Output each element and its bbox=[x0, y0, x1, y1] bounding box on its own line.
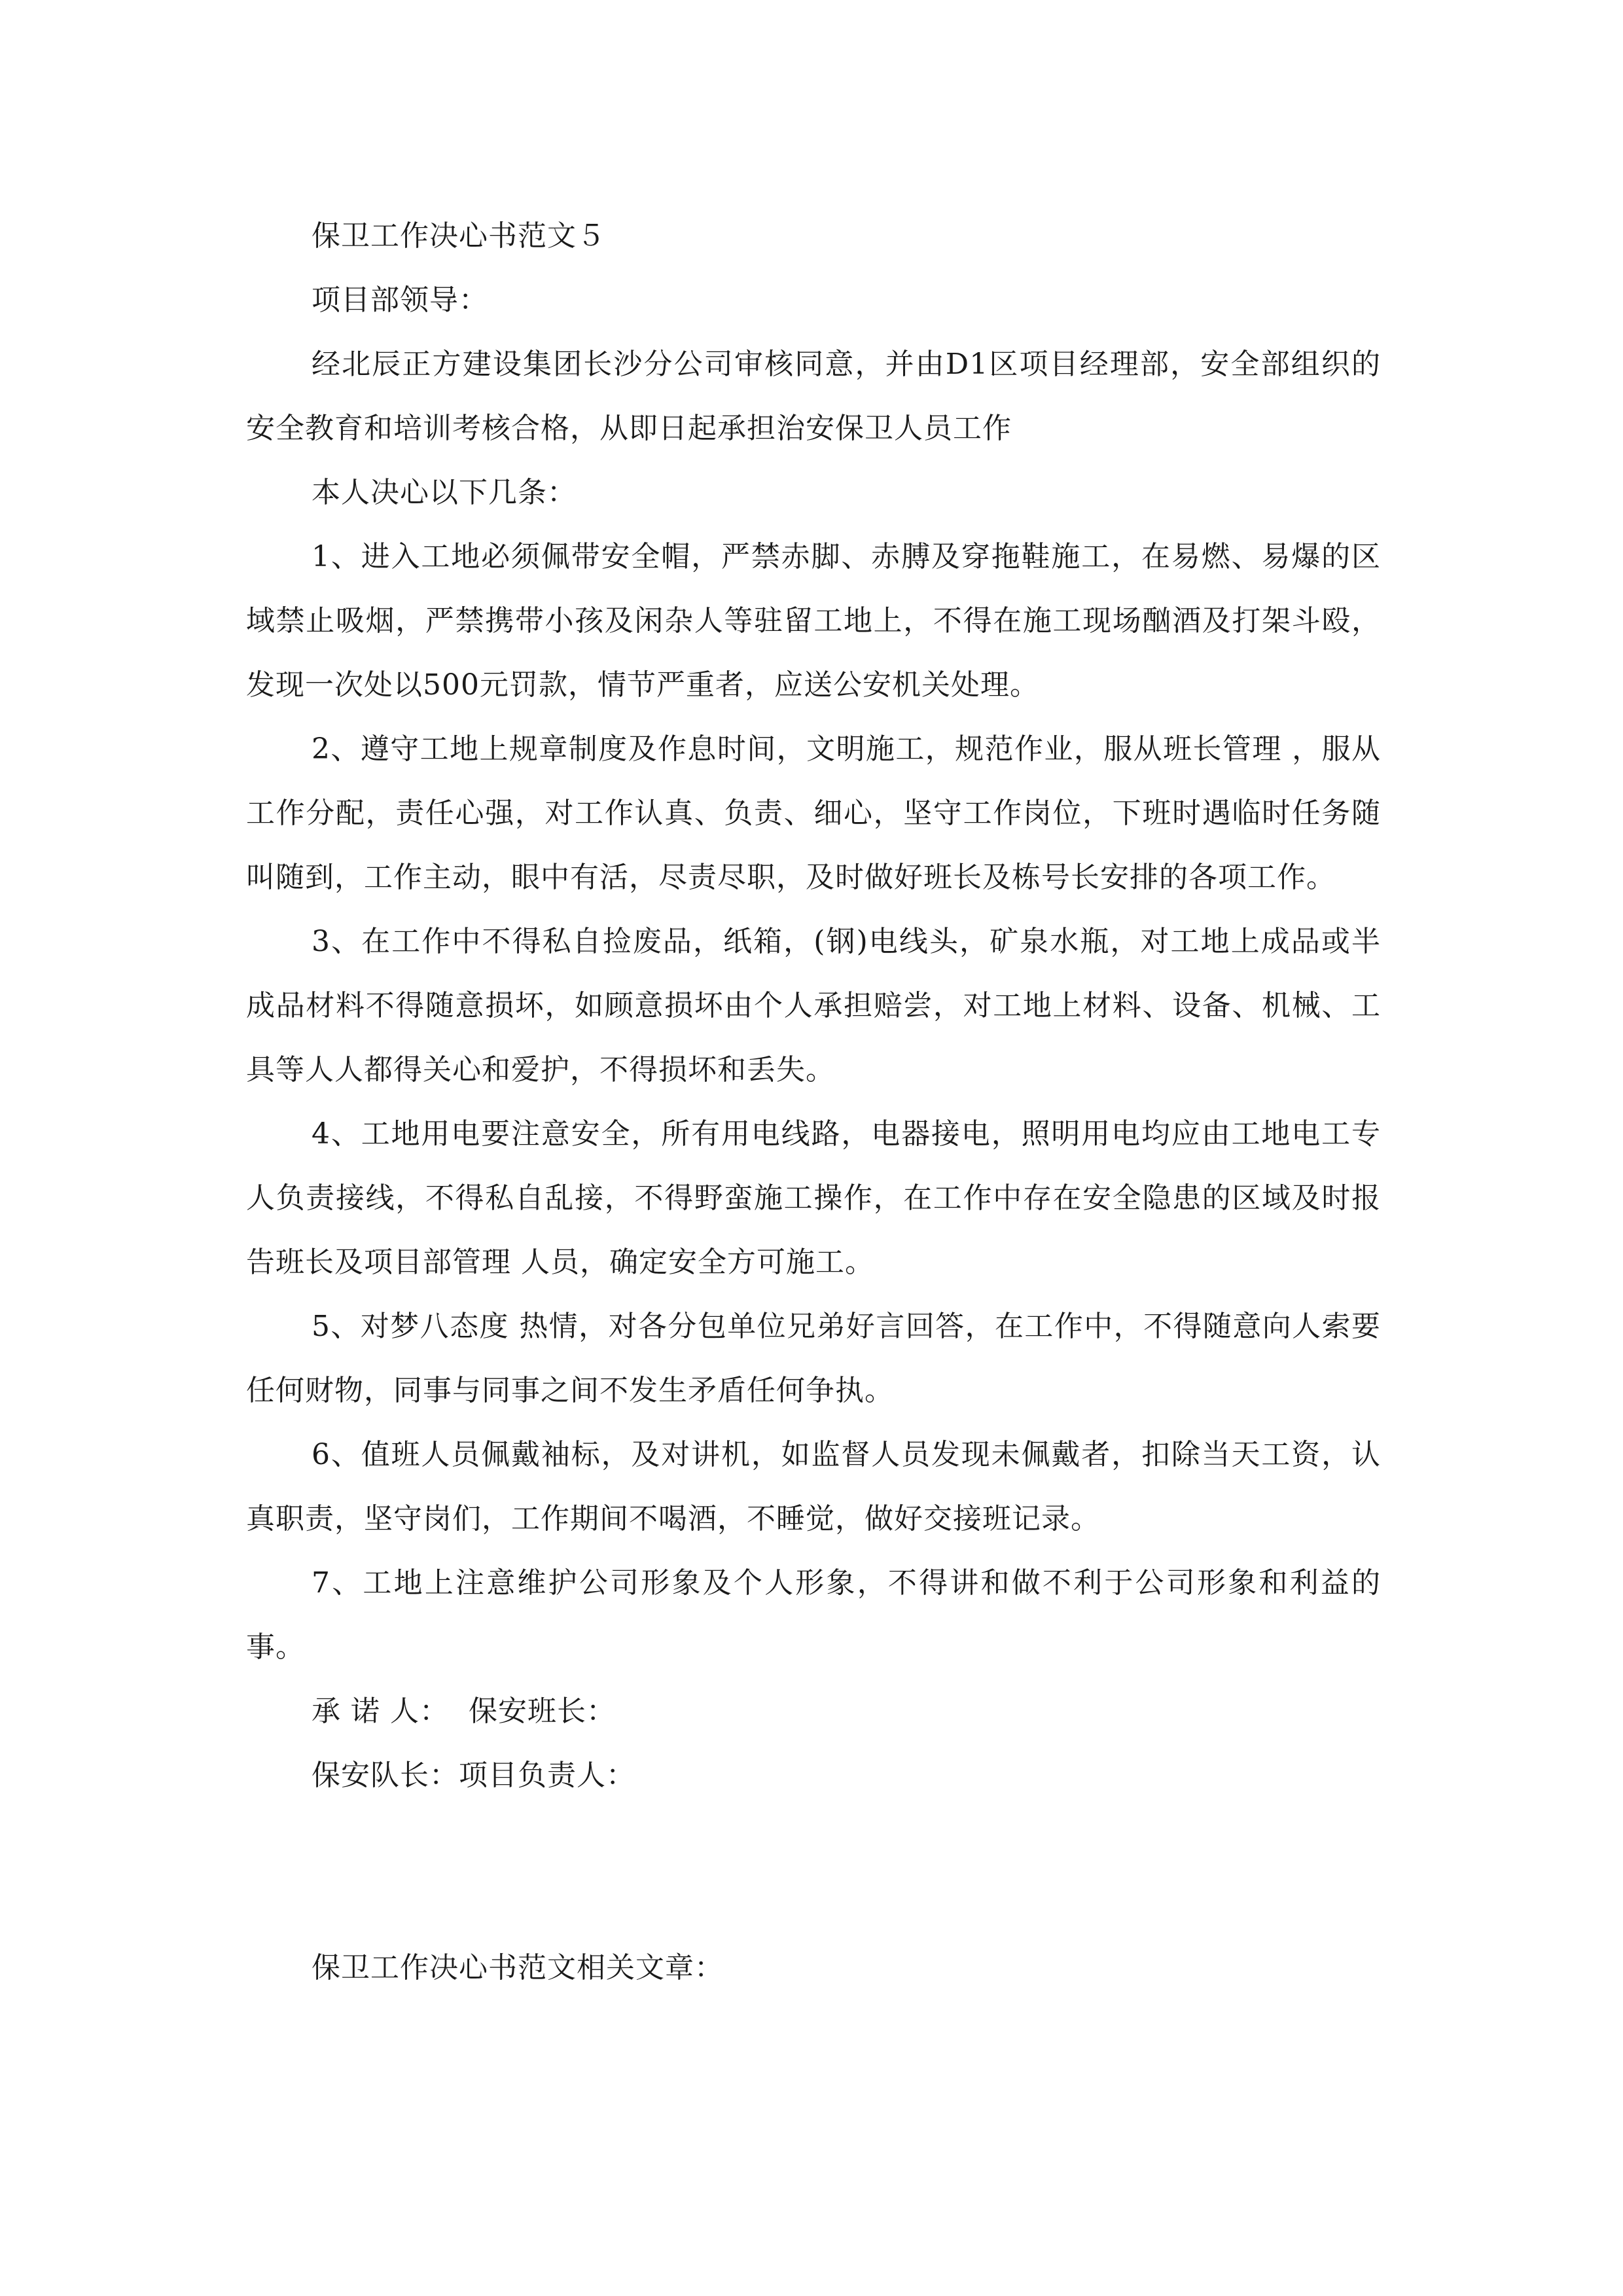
paragraph-item-6: 6、值班人员佩戴袖标，及对讲机，如监督人员发现未佩戴者，扣除当天工资，认真职责，坚守岗们，工作期间不喝酒，不睡觉，做好交接班记录。 bbox=[246, 1438, 1381, 1535]
paragraph-item-7: 7、工地上注意维护公司形象及个人形象，不得讲和做不利于公司形象和利益的事。 bbox=[246, 1566, 1381, 1664]
salutation: 项目部领导： bbox=[312, 283, 488, 317]
related-articles-heading: 保卫工作决心书范文相关文章： bbox=[312, 1951, 724, 1984]
paragraph-resolution-heading: 本人决心以下几条： bbox=[312, 476, 577, 509]
paragraph-item-5: 5、对梦八态度 热情，对各分包单位兄弟好言回答，在工作中，不得随意向人索要任何财物，同事与同事之间不发生矛盾任何争执。 bbox=[246, 1310, 1381, 1407]
paragraph-item-3: 3、在工作中不得私自捡废品，纸箱，(钢)电线头，矿泉水瓶，对工地上成品或半成品材料不得随意损坏，如顾意损坏由个人承担赔尝，对工地上材料、设备、机械、工具等人人都得关心和爱护，不得损坏和丢失。 bbox=[246, 925, 1381, 1086]
paragraph-item-1: 1、进入工地必须佩带安全帽，严禁赤脚、赤膊及穿拖鞋施工，在易燃、易爆的区域禁止吸烟，严禁携带小孩及闲杂人等驻留工地上，不得在施工现场酗酒及打架斗殴，发现一次处以500元罚款，情节严重者，应送公安机关处理。 bbox=[246, 540, 1381, 702]
paragraph-item-4: 4、工地用电要注意安全，所有用电线路，电器接电，照明用电均应由工地电工专人负责接线，不得私自乱接，不得野蛮施工操作，在工作中存在安全隐患的区域及时报告班长及项目部管理 人员，确定安全方可施工。 bbox=[246, 1117, 1381, 1279]
blank-spacer bbox=[246, 1808, 1381, 1936]
document-body bbox=[246, 204, 1381, 2000]
signature-line-captain: 保安队长：项目负责人： bbox=[312, 1759, 635, 1792]
paragraph-intro: 经北辰正方建设集团长沙分公司审核同意，并由D1区项目经理部，安全部组织的安全教育和培训考核合格，从即日起承担治安保卫人员工作 bbox=[246, 348, 1381, 445]
document-title: 保卫工作决心书范文５ bbox=[312, 219, 606, 253]
signature-line-promisor: 承 诺 人： 保安班长： bbox=[312, 1695, 616, 1728]
paragraph-item-2: 2、遵守工地上规章制度及作息时间，文明施工，规范作业，服从班长管理 ，服从 工作分配，责任心强，对工作认真、负责、细心，坚守工作岗位，下班时遇临时任务随叫随到，工作主动，眼中有活，尽责尽职，及时做好班长及栋号长安排的各项工作。 bbox=[246, 732, 1381, 894]
